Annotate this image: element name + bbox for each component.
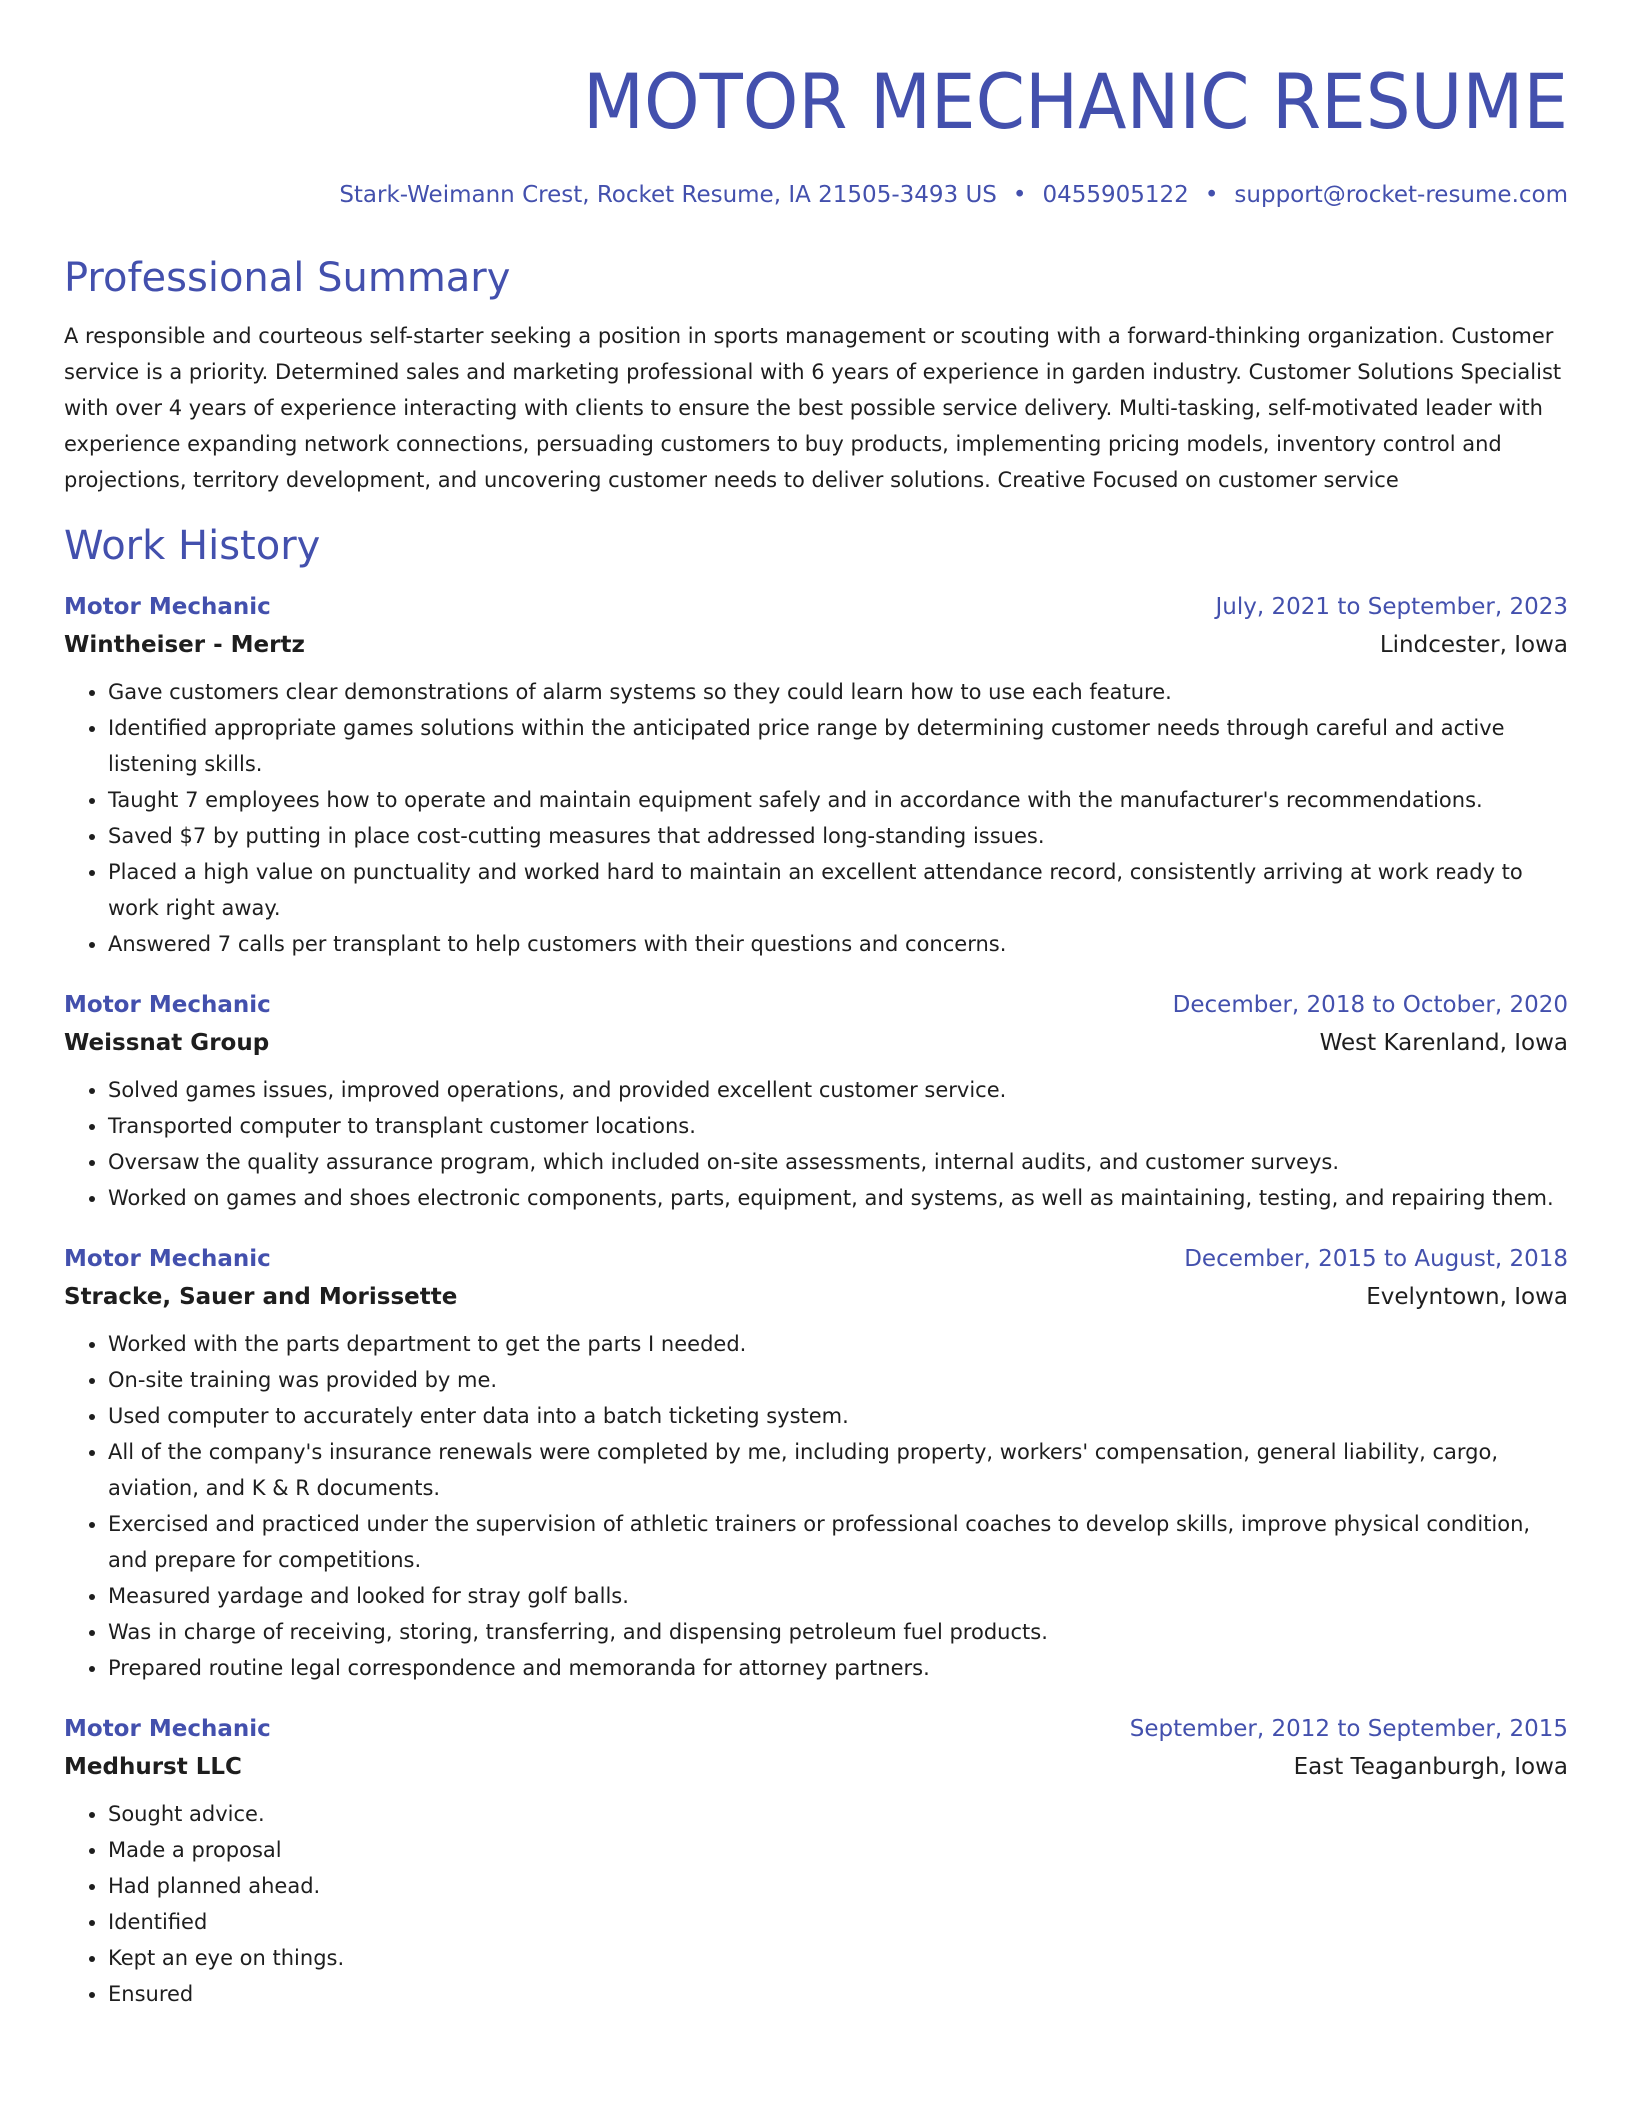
job-dates: December, 2018 to October, 2020 [1172, 992, 1568, 1018]
job-bullet: • Transported computer to transplant customer locations. [108, 1108, 1568, 1144]
job-bullet: • Measured yardage and looked for stray golf balls. [108, 1578, 1568, 1614]
job-title-row [64, 1710, 1568, 1748]
job-entry [64, 588, 1568, 962]
job-location: East Teaganburgh, Iowa [1293, 1754, 1568, 1780]
contact-address: Stark-Weimann Crest, Rocket Resume, IA 21505-3493 US [339, 182, 997, 208]
job-bullet: • Identified [108, 1904, 1568, 1940]
job-title: Motor Mechanic [64, 992, 271, 1018]
contact-line [64, 180, 1568, 210]
resume-title: MOTOR MECHANIC RESUME [582, 57, 1568, 146]
contact-phone[interactable]: 0455905122 [1042, 182, 1189, 208]
job-dates: September, 2012 to September, 2015 [1129, 1716, 1568, 1742]
job-title-row [64, 986, 1568, 1024]
job-company-row [64, 1024, 1568, 1062]
job-entry [64, 986, 1568, 1216]
job-bullet: • Had planned ahead. [108, 1868, 1568, 1904]
job-bullet: • Kept an eye on things. [108, 1940, 1568, 1976]
job-company: Stracke, Sauer and Morissette [64, 1284, 458, 1310]
job-bullet: • Placed a high value on punctuality and worked hard to maintain an excellent attendance record, consistently arriving at work ready to work right away. [108, 854, 1568, 926]
job-entry [64, 1240, 1568, 1686]
job-location: Lindcester, Iowa [1379, 632, 1568, 658]
job-bullet: • All of the company's insurance renewals were completed by me, including property, workers' compensation, general liability, cargo, aviation, and K & R documents. [108, 1434, 1568, 1506]
work-history-heading: Work History [64, 523, 321, 569]
summary-section [64, 252, 1568, 498]
job-bullet: • Ensured [108, 1976, 1568, 2012]
job-bullet-list [64, 1072, 1568, 1216]
job-company: Medhurst LLC [64, 1754, 242, 1780]
summary-heading: Professional Summary [64, 255, 511, 301]
job-title-row [64, 1240, 1568, 1278]
job-bullet-list [64, 1326, 1568, 1686]
job-title-row [64, 588, 1568, 626]
contact-separator: • [1012, 182, 1027, 208]
job-dates: July, 2021 to September, 2023 [1215, 594, 1568, 620]
job-company-row [64, 626, 1568, 664]
job-bullet: • Sought advice. [108, 1796, 1568, 1832]
contact-separator: • [1204, 182, 1219, 208]
job-company: Wintheiser - Mertz [64, 632, 305, 658]
job-bullet: • Worked with the parts department to get the parts I needed. [108, 1326, 1568, 1362]
job-bullet: • Prepared routine legal correspondence and memoranda for attorney partners. [108, 1650, 1568, 1686]
contact-email[interactable]: support@rocket-resume.com [1234, 182, 1568, 208]
job-bullet: • Was in charge of receiving, storing, transferring, and dispensing petroleum fuel products. [108, 1614, 1568, 1650]
job-bullet-list [64, 674, 1568, 962]
job-bullet: • Solved games issues, improved operations, and provided excellent customer service. [108, 1072, 1568, 1108]
job-company-row [64, 1278, 1568, 1316]
job-title: Motor Mechanic [64, 1246, 271, 1272]
job-entry [64, 1710, 1568, 2012]
summary-text: A responsible and courteous self-starter seeking a position in sports management or scouting with a forward-thinking organization. Customer service is a priority. Determined sales and marketing professional with 6 years of experience in garden industry. Customer Solutions Specialist with over 4 years of experience interacting with clients to ensure the best possible service delivery. Multi-tasking, self-motivated leader with experience expanding network connections, persuading customers to buy products, implementing pricing models, inventory control and projections, territory development, and uncovering customer needs to deliver solutions. Creative Focused on customer service [64, 324, 1562, 492]
job-bullet: • Identified appropriate games solutions within the anticipated price range by determining customer needs through careful and active listening skills. [108, 710, 1568, 782]
job-bullet: • Made a proposal [108, 1832, 1568, 1868]
job-company: Weissnat Group [64, 1030, 270, 1056]
work-history-section [64, 520, 1568, 2012]
job-bullet: • Answered 7 calls per transplant to help customers with their questions and concerns. [108, 926, 1568, 962]
job-bullet: • Saved $7 by putting in place cost-cutting measures that addressed long-standing issues. [108, 818, 1568, 854]
job-title: Motor Mechanic [64, 594, 271, 620]
job-location: Evelyntown, Iowa [1366, 1284, 1568, 1310]
job-company-row [64, 1748, 1568, 1786]
job-bullet: • Worked on games and shoes electronic components, parts, equipment, and systems, as well as maintaining, testing, and repairing them. [108, 1180, 1568, 1216]
resume-header [64, 50, 1568, 210]
job-bullet: • Oversaw the quality assurance program, which included on-site assessments, internal audits, and customer surveys. [108, 1144, 1568, 1180]
job-bullet: • Exercised and practiced under the supervision of athletic trainers or professional coaches to develop skills, improve physical condition, and prepare for competitions. [108, 1506, 1568, 1578]
job-bullet: • Taught 7 employees how to operate and maintain equipment safely and in accordance with the manufacturer's recommendations. [108, 782, 1568, 818]
job-bullet-list [64, 1796, 1568, 2012]
job-dates: December, 2015 to August, 2018 [1184, 1246, 1568, 1272]
job-list [64, 588, 1568, 2012]
job-bullet: • Used computer to accurately enter data into a batch ticketing system. [108, 1398, 1568, 1434]
job-bullet: • On-site training was provided by me. [108, 1362, 1568, 1398]
job-location: West Karenland, Iowa [1319, 1030, 1568, 1056]
job-title: Motor Mechanic [64, 1716, 271, 1742]
job-bullet: • Gave customers clear demonstrations of alarm systems so they could learn how to use each feature. [108, 674, 1568, 710]
